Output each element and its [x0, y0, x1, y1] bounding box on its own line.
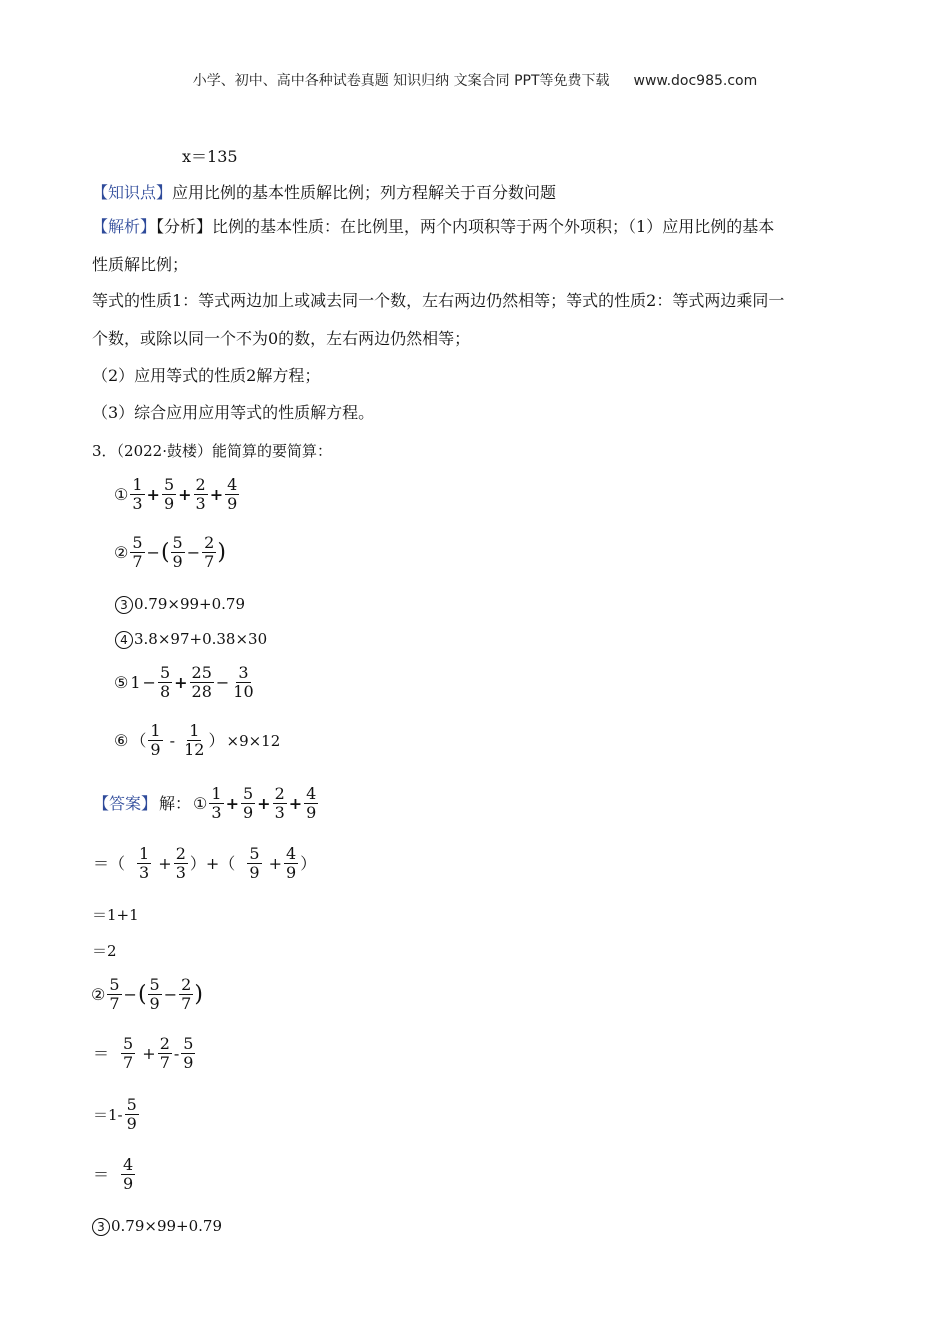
denominator: 9: [306, 803, 317, 823]
fraction: [174, 845, 188, 883]
fraction: [209, 785, 223, 823]
fraction: [284, 845, 298, 883]
analysis-text-4: 个数，或除以同一个不为0的数，左右两边仍然相等；: [92, 329, 471, 348]
fraction: [194, 476, 208, 514]
numerator: 2: [274, 784, 285, 803]
denominator: 7: [181, 994, 192, 1014]
denominator: 7: [204, 552, 215, 572]
problem-4-mark: 4: [115, 631, 133, 649]
numerator: 5: [159, 663, 171, 682]
fraction: [247, 845, 261, 883]
fraction: [304, 785, 318, 823]
denominator: 3: [175, 863, 186, 883]
denominator: 7: [159, 1053, 170, 1073]
page-header: [0, 70, 950, 90]
denominator: 9: [150, 740, 161, 760]
answer-tag: 【答案】: [93, 793, 158, 813]
fraction: [121, 1035, 135, 1073]
fraction: [241, 785, 255, 823]
header-text: 小学、初中、高中各种试卷真题 知识归纳 文案合同 PPT等免费下载: [192, 73, 610, 89]
answer-step-1: 【答案】 解： ① $\frac{1}{3}$ + $\frac{5}{9}$ + $\frac{2}{3}$ + $\frac{4}{9}$: [93, 784, 317, 823]
numerator: 5: [123, 1034, 134, 1053]
numerator: 2: [195, 475, 206, 494]
question-label: 3．（2022·鼓楼）能简算的要简算：: [92, 442, 332, 460]
problem-2-mark: ②: [114, 542, 129, 562]
analysis-text-6: （3）综合应用应用等式的性质解方程。: [92, 403, 375, 422]
fraction: [130, 534, 144, 572]
denominator: 3: [195, 494, 206, 514]
denominator: 3: [132, 494, 143, 514]
fraction: [162, 476, 176, 514]
numerator: 4: [123, 1155, 134, 1174]
fraction: [190, 664, 214, 702]
fraction: [121, 1156, 135, 1194]
denominator: 9: [286, 863, 297, 883]
analysis-text-2: 性质解比例；: [92, 255, 189, 274]
answer-step-1b: ＝（ $\frac{1}{3}$ + $\frac{2}{3}$ ）+（ $\frac{5}{9}$ + $\frac{4}{9}$ ）: [93, 844, 317, 883]
numerator: 1: [132, 475, 143, 494]
numerator: 1: [189, 721, 200, 740]
fraction: [148, 722, 162, 760]
numerator: 5: [249, 844, 260, 863]
answer-step-2d: ＝ $\frac{4}{9}$: [93, 1155, 134, 1194]
analysis-text-5: （2）应用等式的性质2解方程；: [92, 366, 321, 385]
answer-jie: 解：: [159, 793, 192, 813]
problem-5: ⑤ 1 − $\frac{5}{8}$ + $\frac{25}{28}$ − $\frac{3}{10}$: [114, 663, 254, 702]
problem-3-mark: 3: [115, 596, 133, 614]
denominator: 7: [109, 994, 120, 1014]
analysis-text-1: 【分析】比例的基本性质：在比例里，两个内项积等于两个外项积；（1）应用比例的基本: [156, 217, 775, 236]
fraction: [130, 476, 144, 514]
answer-1-mark: ①: [193, 793, 208, 813]
problem-6-tail: ×9×12: [226, 731, 281, 750]
problem-5-lead: 1: [130, 672, 141, 692]
numerator: 1: [150, 721, 161, 740]
numerator: 2: [204, 533, 215, 552]
answer-step-2c: [92, 1096, 140, 1134]
fraction: [273, 785, 287, 823]
denominator: 9: [227, 494, 238, 514]
numerator: 5: [149, 975, 160, 994]
denominator: 8: [159, 682, 171, 702]
denominator: 3: [274, 803, 285, 823]
fraction: [202, 534, 216, 572]
fraction: [158, 664, 172, 702]
answer-step-3: [92, 1215, 222, 1237]
problem-1-mark: ①: [114, 484, 129, 504]
denominator: 10: [233, 682, 254, 702]
numerator: 2: [159, 1034, 170, 1053]
numerator: 1: [139, 844, 150, 863]
problem-2: ② $\frac{5}{7}$ −( $\frac{5}{9}$ − $\frac{2}{7}$ ): [114, 533, 226, 572]
fraction: [181, 1035, 195, 1073]
fraction: [137, 845, 151, 883]
knowledge-tag: 【知识点】: [92, 183, 173, 202]
problem-3-expr: 0.79×99+0.79: [134, 595, 246, 613]
numerator: 2: [175, 844, 186, 863]
numerator: 4: [227, 475, 238, 494]
answer-step-2: ② $\frac{5}{7}$ −( $\frac{5}{9}$ − $\frac{2}{7}$ ): [91, 975, 203, 1014]
denominator: 9: [242, 803, 254, 823]
fraction: [158, 1035, 172, 1073]
problem-6: ⑥ （ $\frac{1}{9}$ - $\frac{1}{12}$ ） ×9×12: [114, 721, 281, 760]
denominator: 9: [172, 552, 183, 572]
denominator: 9: [126, 1114, 137, 1134]
answer-2-mark: ②: [91, 984, 106, 1004]
fraction: [125, 1096, 139, 1134]
answer-step-1c: ＝1+1: [92, 906, 139, 924]
numerator: 5: [132, 533, 143, 552]
problem-3: [115, 593, 245, 615]
problem-5-mark: ⑤: [114, 672, 129, 692]
fraction: [182, 722, 206, 760]
numerator: 5: [163, 475, 175, 494]
analysis-tag: 【解析】: [92, 217, 157, 236]
denominator: 7: [132, 552, 143, 572]
numerator: 3: [238, 663, 249, 682]
analysis-text-3: 等式的性质1：等式两边加上或减去同一个数，左右两边仍然相等；等式的性质2：等式两边乘同一: [92, 291, 785, 310]
denominator: 9: [123, 1174, 134, 1194]
problem-6-mark: ⑥: [114, 730, 129, 750]
fraction: [107, 976, 121, 1014]
denominator: 7: [123, 1053, 134, 1073]
problem-4: [115, 628, 267, 650]
numerator: 1: [211, 784, 222, 803]
denominator: 9: [183, 1053, 194, 1073]
knowledge-text: 应用比例的基本性质解比例；列方程解关于百分数问题: [172, 183, 557, 202]
numerator: 5: [109, 975, 120, 994]
numerator: 5: [172, 533, 183, 552]
fraction: [225, 476, 239, 514]
answer-2c-lead: ＝1-: [93, 1105, 123, 1124]
analysis-line-1: [92, 216, 774, 238]
problem-1: ① $\frac{1}{3}$ + $\frac{5}{9}$ + $\frac{2}{3}$ + $\frac{4}{9}$: [114, 475, 238, 514]
numerator: 5: [242, 784, 254, 803]
problem-4-expr: 3.8×97+0.38×30: [134, 630, 268, 648]
denominator: 9: [249, 863, 260, 883]
numerator: 5: [183, 1034, 194, 1053]
fraction: [148, 976, 162, 1014]
answer-3-expr: 0.79×99+0.79: [111, 1217, 223, 1235]
top-result: x＝135: [182, 147, 238, 166]
knowledge-line: [92, 182, 556, 204]
denominator: 9: [163, 494, 175, 514]
numerator: 4: [286, 844, 297, 863]
fraction: [231, 664, 255, 702]
answer-step-2b: ＝ $\frac{5}{7}$ + $\frac{2}{7}$ - $\frac{5}{9}$: [93, 1034, 194, 1073]
numerator: 2: [181, 975, 192, 994]
denominator: 3: [139, 863, 150, 883]
denominator: 3: [211, 803, 222, 823]
numerator: 5: [126, 1095, 137, 1114]
denominator: 12: [184, 740, 205, 760]
fraction: [171, 534, 185, 572]
denominator: 28: [191, 682, 212, 702]
fraction: [179, 976, 193, 1014]
header-url[interactable]: www.doc985.com: [633, 73, 758, 89]
answer-step-1d: ＝2: [92, 942, 117, 960]
answer-3-mark: 3: [92, 1218, 110, 1236]
denominator: 9: [149, 994, 160, 1014]
numerator: 25: [191, 663, 212, 682]
numerator: 4: [306, 784, 317, 803]
